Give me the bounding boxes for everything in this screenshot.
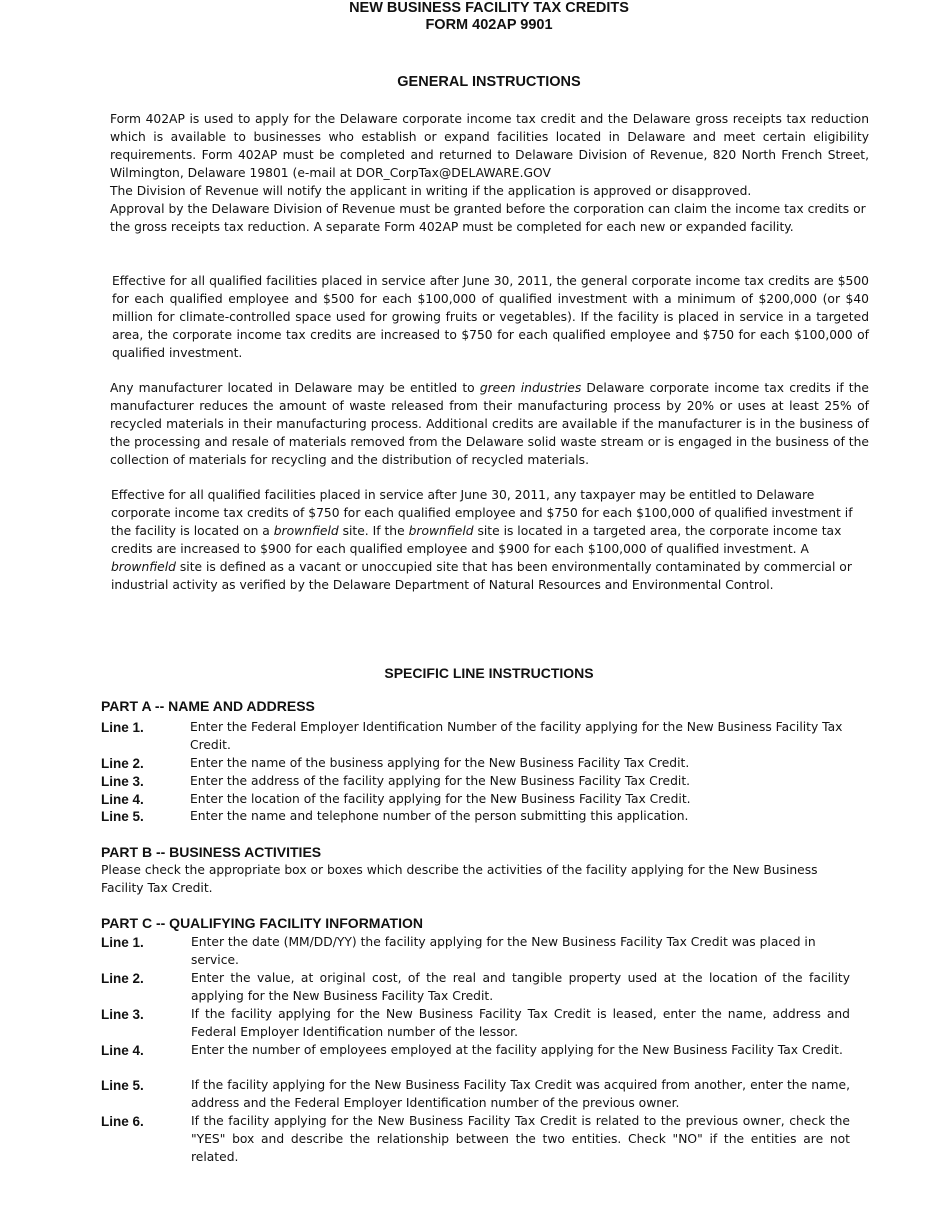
p3-text-a: Any manufacturer located in Delaware may be entitled to <box>110 381 480 395</box>
form-title: NEW BUSINESS FACILITY TAX CREDITS <box>349 0 629 16</box>
line-text: Enter the Federal Employer Identification Number of the facility applying for the New Business Facility Tax Credit. <box>190 720 843 752</box>
line-label: Line 4. <box>101 1043 144 1058</box>
p4-text-b: site. If the <box>338 524 409 538</box>
part-b-text: Please check the appropriate box or boxes which describe the activities of the facility applying for the New Business Facility Tax Credit. <box>101 863 818 895</box>
line-label: Line 4. <box>101 792 144 807</box>
p4-text-d: site is defined as a vacant or unoccupied site that has been environmentally contaminated by commercial or industrial activity as verified by the Delaware Department of Natural Resources and Environmental Control. <box>111 560 852 592</box>
general-paragraph-4 <box>111 486 869 594</box>
line-text: Enter the name and telephone number of the person submitting this application. <box>190 809 689 823</box>
p3-emphasis: green industries <box>479 381 582 395</box>
part-c-heading: PART C -- QUALIFYING FACILITY INFORMATION <box>101 915 423 931</box>
line-text: Enter the name of the business applying for the New Business Facility Tax Credit. <box>190 756 690 770</box>
line-text: Enter the value, at original cost, of the real and tangible property used at the location of the facility applying for the New Business Facility Tax Credit. <box>191 971 850 1003</box>
line-text: If the facility applying for the New Business Facility Tax Credit is related to the previous owner, check the "YES" box and describe the relationship between the two entities. Check "NO" if the entities are not related. <box>191 1114 850 1164</box>
line-label: Line 2. <box>101 971 144 986</box>
general-paragraph-1-main: Form 402AP is used to apply for the Delaware corporate income tax credit and the Delaware gross receipts tax reduction which is available to businesses who establish or expand facilities located in Delaware and meet certain eligibility requirements. Form 402AP must be completed and returned to Delaware Division of Revenue, 820 North French Street, Wilmington, Delaware 19801 (e-mail at DOR_CorpTax@DELAWARE.GOV <box>110 112 869 180</box>
line-text: Enter the address of the facility applying for the New Business Facility Tax Credit. <box>190 774 691 788</box>
p4-emphasis-1: brownfield <box>273 524 339 538</box>
p3-text-b: Delaware corporate income tax credits if the manufacturer reduces the amount of waste released from their manufacturing process by 20% or uses at least 25% of recycled materials in their manufacturing process. Additional credits are available if the manufacturer is in the business of the processing and resale of materials removed from the Delaware solid waste stream or is engaged in the business of the collection of materials for recycling and the distribution of recycled materials. <box>110 381 869 467</box>
general-instructions-title: GENERAL INSTRUCTIONS <box>397 74 581 90</box>
line-text: Enter the number of employees employed at the facility applying for the New Business Facility Tax Credit. <box>191 1043 843 1057</box>
part-a-heading: PART A -- NAME AND ADDRESS <box>101 698 315 714</box>
general-paragraph-2: Effective for all qualified facilities placed in service after June 30, 2011, the general corporate income tax credits are $500 for each qualified employee and $500 for each $100,000 of qualified investment with a minimum of $200,000 (or $40 million for climate-controlled space used for growing fruits or vegetables). If the facility is placed in service in a targeted area, the corporate income tax credits are increased to $750 for each qualified employee and $750 for each $100,000 of qualified investment. <box>112 274 869 360</box>
line-label: Line 6. <box>101 1114 144 1129</box>
general-paragraph-3 <box>110 379 869 469</box>
specific-instructions-title: SPECIFIC LINE INSTRUCTIONS <box>384 665 594 681</box>
general-paragraph-1-approval: Approval by the Delaware Division of Revenue must be granted before the corporation can claim the income tax credits or the gross receipts tax reduction. A separate Form 402AP must be completed for each new or expanded facility. <box>110 202 866 234</box>
line-label: Line 3. <box>101 1007 144 1022</box>
line-label: Line 5. <box>101 1078 144 1093</box>
form-number: FORM 402AP 9901 <box>425 17 553 33</box>
line-text: Enter the location of the facility applying for the New Business Facility Tax Credit. <box>190 792 691 806</box>
line-label: Line 3. <box>101 774 144 789</box>
general-paragraph-1-notice: The Division of Revenue will notify the applicant in writing if the application is approved or disapproved. <box>110 184 752 198</box>
line-text: If the facility applying for the New Business Facility Tax Credit is leased, enter the name, address and Federal Employer Identification number of the lessor. <box>191 1007 850 1039</box>
line-label: Line 2. <box>101 756 144 771</box>
form-header <box>0 0 950 34</box>
line-text: Enter the date (MM/DD/YY) the facility applying for the New Business Facility Tax Credit was placed in service. <box>191 935 816 967</box>
part-b-heading: PART B -- BUSINESS ACTIVITIES <box>101 844 322 860</box>
line-label: Line 1. <box>101 720 144 735</box>
p4-emphasis-2: brownfield <box>408 524 474 538</box>
p4-text-a: Effective for all qualified facilities placed in service after June 30, 2011, any taxpayer may be entitled to Delaware corporate income tax credits of $750 for each qualified employee and $750 for each $100,000 of qualified investment if the facility is located on a <box>111 488 853 538</box>
p4-text-c: site is located in a targeted area, the corporate income tax credits are increased to $900 for each qualified employee and $900 for each $100,000 of qualified investment. A <box>111 524 842 556</box>
general-paragraph-1 <box>110 110 869 236</box>
line-text: If the facility applying for the New Business Facility Tax Credit was acquired from another, enter the name, address and the Federal Employer Identification number of the previous owner. <box>191 1078 850 1110</box>
line-label: Line 5. <box>101 809 144 824</box>
line-label: Line 1. <box>101 935 144 950</box>
p4-emphasis-3: brownfield <box>111 560 176 574</box>
